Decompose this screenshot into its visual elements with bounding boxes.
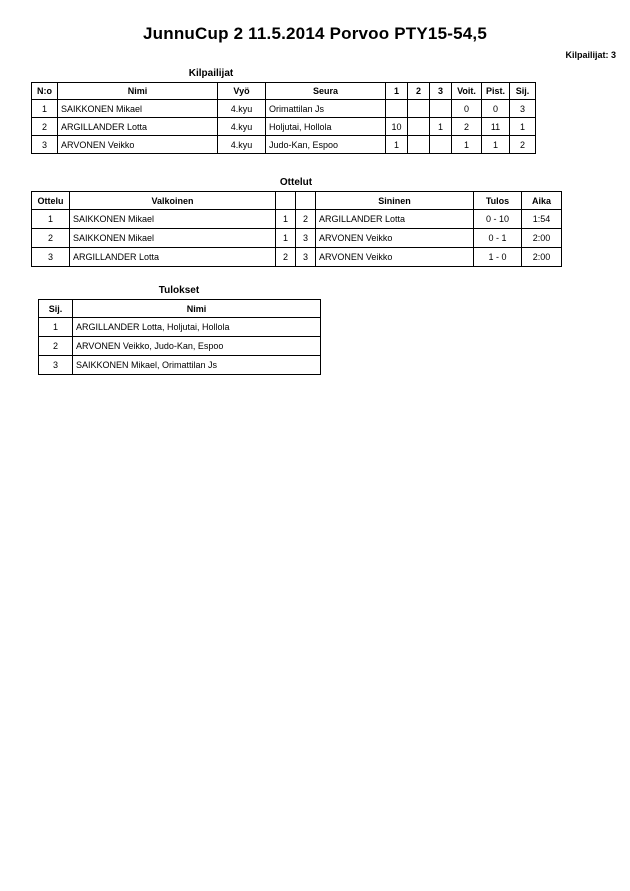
cell-match-1 [386, 100, 408, 118]
col-match-1: 1 [386, 83, 408, 100]
tulokset-table [38, 299, 321, 375]
cell-white-no: 2 [276, 248, 296, 267]
cell-aika: 2:00 [522, 248, 562, 267]
table-header-row [32, 192, 562, 210]
table-row [32, 210, 562, 229]
cell-match-2 [408, 100, 430, 118]
col-white-no [276, 192, 296, 210]
cell-nimi: SAIKKONEN Mikael [58, 100, 218, 118]
cell-match-2 [408, 118, 430, 136]
col-vyo: Vyö [218, 83, 266, 100]
cell-sininen: ARVONEN Veikko [316, 248, 474, 267]
table-row [39, 337, 321, 356]
ottelut-section [31, 177, 561, 267]
cell-seura: Holjutai, Hollola [266, 118, 386, 136]
competitors-count: Kilpailijat: 3 [565, 50, 616, 60]
cell-voitot: 0 [452, 100, 482, 118]
cell-match-2 [408, 136, 430, 154]
cell-sijoitus: 2 [39, 337, 73, 356]
cell-nimi: ARGILLANDER Lotta [58, 118, 218, 136]
col-sininen: Sininen [316, 192, 474, 210]
table-row [32, 248, 562, 267]
col-nimi: Nimi [58, 83, 218, 100]
col-tulos: Tulos [474, 192, 522, 210]
table-row [32, 229, 562, 248]
cell-aika: 2:00 [522, 229, 562, 248]
cell-seura: Judo-Kan, Espoo [266, 136, 386, 154]
col-valkoinen: Valkoinen [70, 192, 276, 210]
cell-no: 2 [32, 118, 58, 136]
cell-no: 3 [32, 136, 58, 154]
cell-valkoinen: SAIKKONEN Mikael [70, 210, 276, 229]
col-sijoitus: Sij. [39, 300, 73, 318]
kilpailijat-section-title: Kilpailijat [188, 68, 234, 79]
cell-ottelu: 1 [32, 210, 70, 229]
table-header-row [32, 83, 536, 100]
cell-match-3 [430, 100, 452, 118]
col-match-3: 3 [430, 83, 452, 100]
cell-nimi: ARVONEN Veikko [58, 136, 218, 154]
cell-no: 1 [32, 100, 58, 118]
cell-valkoinen: ARGILLANDER Lotta [70, 248, 276, 267]
cell-white-no: 1 [276, 229, 296, 248]
cell-blue-no: 2 [296, 210, 316, 229]
cell-pisteet: 1 [482, 136, 510, 154]
col-aika: Aika [522, 192, 562, 210]
cell-pisteet: 0 [482, 100, 510, 118]
cell-nimi: ARVONEN Veikko, Judo-Kan, Espoo [73, 337, 321, 356]
col-match-2: 2 [408, 83, 430, 100]
ottelut-table [31, 191, 562, 267]
cell-blue-no: 3 [296, 248, 316, 267]
cell-tulos: 0 - 1 [474, 229, 522, 248]
cell-match-3: 1 [430, 118, 452, 136]
table-row [32, 100, 536, 118]
cell-sijoitus: 3 [39, 356, 73, 375]
col-blue-no [296, 192, 316, 210]
col-ottelu: Ottelu [32, 192, 70, 210]
col-voitot: Voit. [452, 83, 482, 100]
cell-sijoitus: 1 [39, 318, 73, 337]
cell-seura: Orimattilan Js [266, 100, 386, 118]
cell-blue-no: 3 [296, 229, 316, 248]
cell-voitot: 1 [452, 136, 482, 154]
tulokset-section-title: Tulokset [158, 285, 200, 296]
col-pisteet: Pist. [482, 83, 510, 100]
ottelut-section-title: Ottelut [279, 177, 313, 188]
cell-match-3 [430, 136, 452, 154]
col-nimi: Nimi [73, 300, 321, 318]
cell-vyo: 4.kyu [218, 100, 266, 118]
kilpailijat-section [31, 68, 530, 154]
table-row [39, 318, 321, 337]
cell-white-no: 1 [276, 210, 296, 229]
cell-aika: 1:54 [522, 210, 562, 229]
page-title: JunnuCup 2 11.5.2014 Porvoo PTY15-54,5 [143, 24, 487, 43]
col-seura: Seura [266, 83, 386, 100]
cell-sijoitus: 2 [510, 136, 536, 154]
table-row [32, 136, 536, 154]
cell-pisteet: 11 [482, 118, 510, 136]
kilpailijat-table [31, 82, 536, 154]
cell-nimi: ARGILLANDER Lotta, Holjutai, Hollola [73, 318, 321, 337]
cell-sininen: ARGILLANDER Lotta [316, 210, 474, 229]
cell-nimi: SAIKKONEN Mikael, Orimattilan Js [73, 356, 321, 375]
cell-vyo: 4.kyu [218, 136, 266, 154]
table-row [39, 356, 321, 375]
cell-tulos: 0 - 10 [474, 210, 522, 229]
cell-sininen: ARVONEN Veikko [316, 229, 474, 248]
col-sijoitus: Sij. [510, 83, 536, 100]
col-no: N:o [32, 83, 58, 100]
cell-sijoitus: 1 [510, 118, 536, 136]
cell-match-1: 10 [386, 118, 408, 136]
table-header-row [39, 300, 321, 318]
cell-sijoitus: 3 [510, 100, 536, 118]
table-row [32, 118, 536, 136]
cell-vyo: 4.kyu [218, 118, 266, 136]
cell-valkoinen: SAIKKONEN Mikael [70, 229, 276, 248]
cell-voitot: 2 [452, 118, 482, 136]
tulokset-section [38, 285, 320, 375]
cell-ottelu: 2 [32, 229, 70, 248]
cell-ottelu: 3 [32, 248, 70, 267]
cell-match-1: 1 [386, 136, 408, 154]
cell-tulos: 1 - 0 [474, 248, 522, 267]
